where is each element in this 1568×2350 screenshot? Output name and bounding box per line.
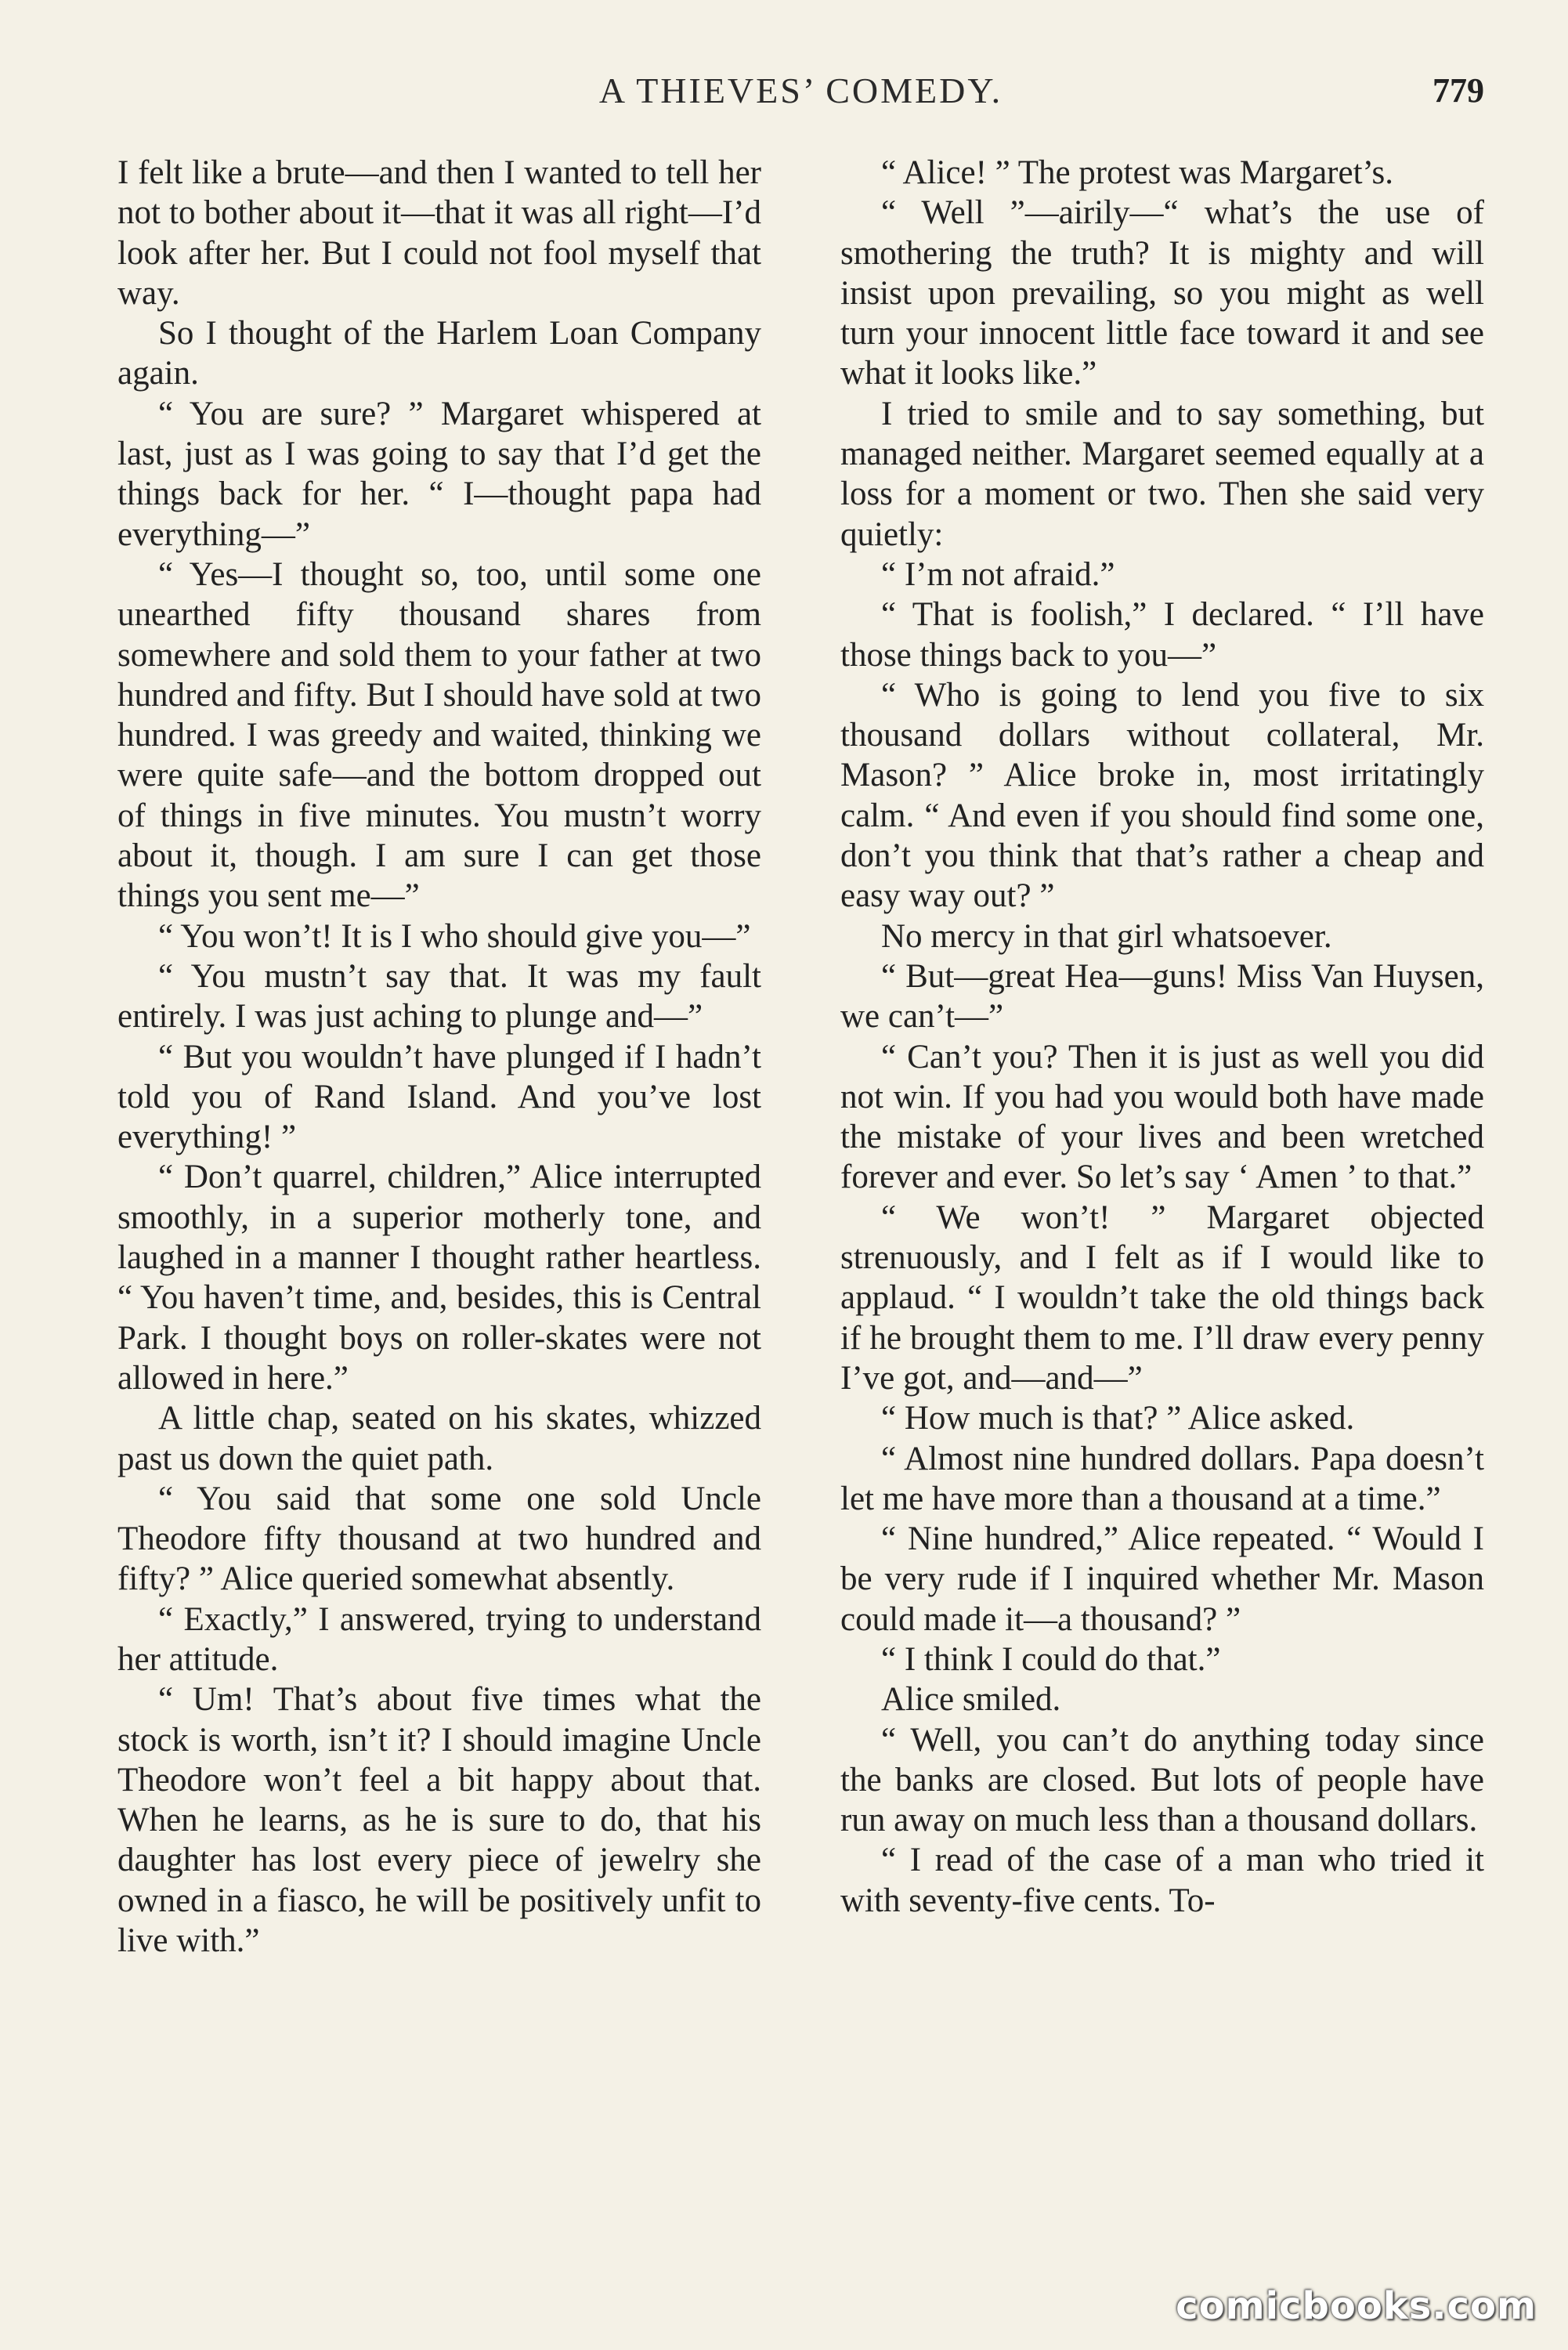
paragraph: “ You won’t! It is I who should give you—” <box>158 917 751 955</box>
watermark-logo: comicbooks.com <box>1176 2284 1537 2328</box>
paragraph: So I thought of the Harlem Loan Company again. <box>117 315 761 392</box>
paragraph: “ I’m not afraid.” <box>881 555 1115 593</box>
paragraph: “ I think I could do that.” <box>881 1640 1221 1678</box>
paragraph: “ You are sure? ” Margaret whispered at last, just as I was going to say that I’d get the things back for her. “ I—thought papa had everything—” <box>117 395 761 553</box>
left-column <box>117 153 761 2268</box>
page-header <box>117 67 1484 114</box>
running-head: A THIEVES’ COMEDY. <box>598 70 1003 110</box>
paragraph: I felt like a brute—and then I wanted to tell her not to bother about it—that it was all right—I’d look after her. But I could not fool myself that way. <box>117 154 761 312</box>
paragraph: “ That is foolish,” I declared. “ I’ll have those things back to you—” <box>840 596 1484 674</box>
paragraph: “ We won’t! ” Margaret objected strenuously, and I felt as if I would like to applaud. “ I wouldn’t take the old things back if he brought them to me. I’ll draw every penny I’ve got, and—and—” <box>840 1198 1484 1397</box>
paragraph: “ You mustn’t say that. It was my fault entirely. I was just aching to plunge and—” <box>117 957 761 1036</box>
paragraph: “ Well ”—airily—“ what’s the use of smothering the truth? It is mighty and will insist upon prevailing, so you might as well turn your innocent little face toward it and see what it looks like.” <box>840 194 1484 392</box>
paragraph: “ Don’t quarrel, children,” Alice interrupted smoothly, in a superior motherly tone, and laughed in a manner I thought rather heartless. “ You haven’t time, and, besides, this is Central Park. I thought boys on roller-skates were not allowed in here.” <box>117 1159 761 1397</box>
paragraph: No mercy in that girl whatsoever. <box>881 917 1332 955</box>
paragraph: “ How much is that? ” Alice asked. <box>881 1400 1355 1437</box>
paragraph: “ You said that some one sold Uncle Theodore fifty thousand at two hundred and fifty? ” Alice queried somewhat absently. <box>117 1480 761 1598</box>
paragraph: Alice smiled. <box>881 1681 1061 1719</box>
paragraph: “ But—great Hea—guns! Miss Van Huysen, we can’t—” <box>840 957 1484 1036</box>
paragraph: “ Exactly,” I answered, trying to understand her attitude. <box>117 1600 761 1678</box>
paragraph: “ Yes—I thought so, too, until some one unearthed fifty thousand shares from somewhere and sold them to your father at two hundred and fifty. But I should have sold at two hundred. I was greedy and waited, thinking we were quite safe—and the bottom dropped out of things in five minutes. You mustn’t worry about it, though. I am sure I can get those things you sent me—” <box>117 555 761 915</box>
paragraph: “ But you wouldn’t have plunged if I hadn’t told you of Rand Island. And you’ve lost everything! ” <box>117 1038 761 1156</box>
paragraph: “ Nine hundred,” Alice repeated. “ Would I be very rude if I inquired whether Mr. Mason could made it—a thousand? ” <box>840 1520 1484 1638</box>
paragraph: “ Almost nine hundred dollars. Papa doesn’t let me have more than a thousand at a time.” <box>840 1440 1484 1517</box>
text-columns <box>117 153 1484 2268</box>
paragraph: “ Can’t you? Then it is just as well you did not win. If you had you would both have made the mistake of your lives and been wretched forever and ever. So let’s say ‘ Amen ’ to that.” <box>840 1038 1484 1196</box>
paragraph: “ Alice! ” The protest was Margaret’s. <box>881 154 1393 191</box>
paragraph: “ Who is going to lend you five to six thousand dollars without collateral, Mr. Mason? ” Alice broke in, most irritatingly calm. “ And even if you should find some one, don’t you think that that’s rather a cheap and easy way out? ” <box>840 676 1484 915</box>
paragraph: A little chap, seated on his skates, whizzed past us down the quiet path. <box>117 1400 761 1477</box>
paragraph: “ Well, you can’t do anything today since the banks are closed. But lots of people have run away on much less than a thousand dollars. <box>840 1721 1484 1839</box>
paragraph: I tried to smile and to say something, but managed neither. Margaret seemed equally at a loss for a moment or two. Then she said very quietly: <box>840 395 1484 553</box>
paragraph: “ Um! That’s about five times what the stock is worth, isn’t it? I should imagine Uncle Theodore won’t feel a bit happy about that. When he learns, as he is sure to do, that his daughter has lost every piece of jewelry she owned in a fiasco, he will be positively unfit to live with.” <box>117 1681 761 1960</box>
right-column <box>840 153 1484 2268</box>
paragraph: “ I read of the case of a man who tried it with seventy-five cents. To- <box>840 1842 1484 1919</box>
page-number: 779 <box>1433 71 1484 110</box>
